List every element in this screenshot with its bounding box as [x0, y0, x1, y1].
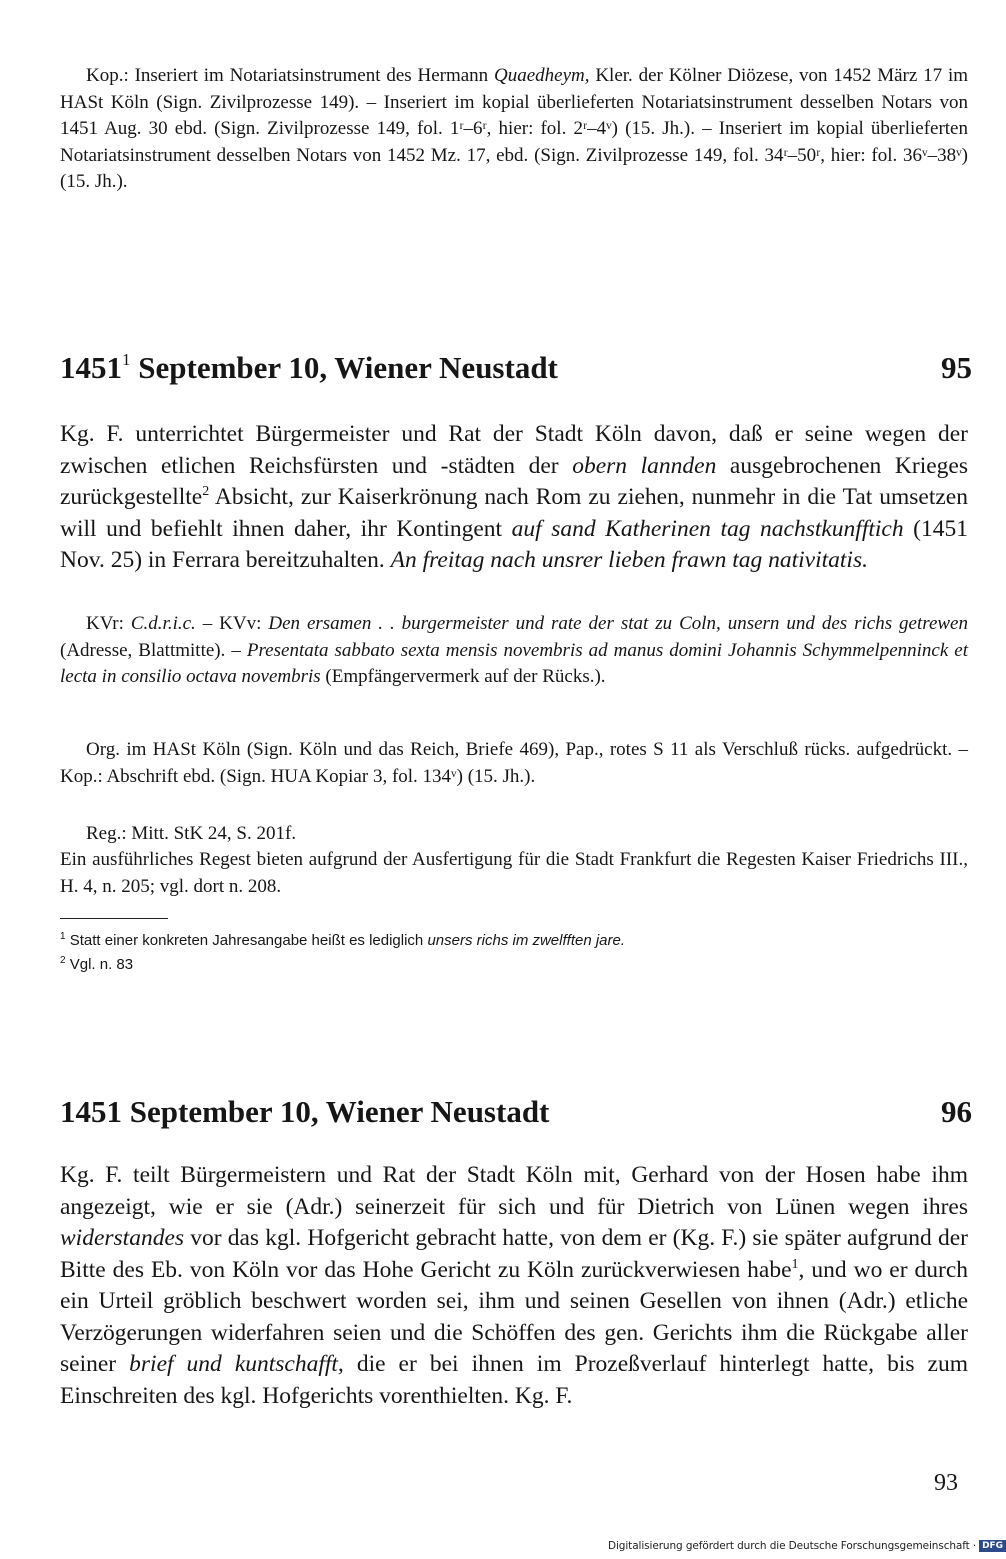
footnote-2-mark: 2 — [60, 955, 66, 966]
footnote-2 — [60, 954, 960, 976]
document-95-title — [60, 350, 558, 386]
body-95-italic-1: obern lannden — [572, 452, 717, 479]
body-95-italic-2: auf sand Katherinen tag nachstkunfftich — [511, 515, 904, 542]
kv-italic-3: Presentata sabbato sexta mensis novembris ad manus domini Johannis Schymmelpenninck et lecta in consilio octava novembris — [60, 639, 968, 687]
body-95-italic-3: An freitag nach unsrer lieben frawn tag nativitatis. — [390, 547, 868, 573]
document-95-heading — [60, 350, 972, 386]
document-96-body — [60, 1160, 968, 1412]
document-95-body — [60, 419, 968, 577]
document-95-kv — [60, 611, 968, 691]
org-text: Org. im HASt Köln (Sign. Köln und das Reich, Briefe 469), Pap., rotes S 11 als Verschluß rücks. aufgedrückt. – Kop.: Abschrift ebd. (Sign. HUA Kopiar 3, fol. 134ᵛ) (15. Jh.). — [60, 739, 968, 787]
kv-text-3: (Adresse, Blattmitte). – — [60, 639, 247, 661]
footnote-ref-96-1: 1 — [791, 1256, 799, 1272]
digitization-credit — [608, 1540, 1006, 1552]
kop-paragraph — [60, 63, 968, 196]
kop-text-1: Kop.: Inseriert im Notariatsinstrument des Hermann — [86, 65, 494, 86]
kv-italic-1: C.d.r.i.c. — [130, 613, 196, 634]
body-96-text-2: vor das kgl. Hofgericht gebracht hatte, von dem er (Kg. F.) sie später aufgrund der Bitte des Eb. von Köln vor das Hohe Gericht zu Köln zurückverwiesen habe — [60, 1225, 968, 1283]
kv-italic-2: Den ersamen . . burgermeister und rate der stat zu Coln, unsern und des richs getrewen — [268, 613, 968, 634]
kop-name: Quaedheym, — [494, 65, 590, 86]
body-96-text-4: die er bei ihnen im Prozeßverlauf hinterlegt hatte, bis zum Einschreiten des kgl. Hofgerichts vorenthielten. Kg. F. — [60, 1351, 968, 1409]
dfg-logo: DFG — [979, 1540, 1006, 1552]
body-96-italic-1: widerstandes — [60, 1225, 185, 1251]
body-95-text-1: Kg. F. unterrichtet Bürgermeister und Rat der Stadt Köln davon, daß er seine wegen der zwischen etlichen Reichsfürsten und -städten der — [60, 421, 968, 479]
heading-year: 1451 — [60, 350, 122, 385]
body-95-text-3: Absicht, zur Kaiserkrönung nach Rom zu ziehen, nunmehr in die Tat umsetzen will und befiehlt ihnen daher, ihr Kontingent — [60, 484, 968, 542]
footnote-ref-1: 1 — [122, 349, 131, 369]
heading-date-place: September 10, Wiener Neustadt — [130, 350, 558, 385]
document-95-number: 95 — [941, 350, 972, 385]
footnote-1-italic: unsers richs im zwelfften jare. — [427, 932, 626, 949]
footnote-1-mark: 1 — [60, 931, 66, 942]
reg-text: Reg.: Mitt. StK 24, S. 201f. — [86, 823, 297, 844]
document-96-number: 96 — [941, 1094, 972, 1129]
document-95-org — [60, 737, 968, 790]
document-96-title: 1451 September 10, Wiener Neustadt — [60, 1094, 550, 1129]
kop-text-2: Kler. der Kölner Diözese, von 1452 März 17 im HASt Köln (Sign. Zivilprozesse 149). – Inseriert im kopial überlieferten Notariatsinstrument desselben Notars von 1451 Aug. 30 ebd. (Sign. Zivilprozesse 149, fol. 1ʳ–6ʳ, hier: fol. 2ʳ–4ᵛ) (15. Jh.). – Inseriert im kopial überlieferten Notariatsinstrument desselben Notars von 1452 Mz. 17, ebd. (Sign. Zivilprozesse 149, fol. 34ʳ–50ʳ, hier: fol. 36ᵛ–38ᵛ) (15. Jh.). — [60, 65, 968, 192]
regest-text: Ein ausführliches Regest bieten aufgrund der Ausfertigung für die Stadt Frankfurt die Regesten Kaiser Friedrichs III., H. 4, n. 205; vgl. dort n. 208. — [60, 849, 968, 897]
kv-text-2: – KVv: — [195, 613, 269, 634]
body-95-text-4: (1451 Nov. 25) in Ferrara bereitzuhalten. — [60, 515, 968, 573]
footnote-divider — [60, 918, 168, 919]
document-96-heading — [60, 1094, 972, 1130]
kv-text-1: KVr: — [86, 613, 131, 634]
body-95-text-2: ausgebrochenen Krieges zurückgestellte — [60, 452, 968, 510]
body-96-text-1: Kg. F. teilt Bürgermeistern und Rat der Stadt Köln mit, Gerhard von der Hosen habe ihm angezeigt, wie er sie (Adr.) seinerzeit für sich und für Dietrich von Lünen wegen ihres — [60, 1162, 968, 1220]
page-number: 93 — [934, 1470, 958, 1496]
document-95-regest — [60, 847, 968, 900]
footnote-1 — [60, 930, 960, 952]
kv-text-4: (Empfängervermerk auf der Rücks.). — [320, 666, 606, 687]
body-96-text-3: , und wo er durch ein Urteil gröblich beschwert worden sei, ihm und seinen Gesellen von ihnen (Adr.) etliche Verzögerungen widerfahren seien und die Schöffen des gen. Gerichts ihm die Rückgabe aller seiner — [60, 1256, 968, 1377]
footnote-ref-2: 2 — [202, 484, 210, 500]
body-96-italic-2: brief und kuntschafft, — [129, 1351, 344, 1377]
credit-text: Digitalisierung gefördert durch die Deutsche Forschungsgemeinschaft · — [608, 1540, 977, 1552]
footnote-1-text: Statt einer konkreten Jahresangabe heißt es lediglich — [65, 932, 428, 949]
footnote-2-text: Vgl. n. 83 — [65, 956, 134, 973]
document-95-reg — [60, 821, 968, 848]
